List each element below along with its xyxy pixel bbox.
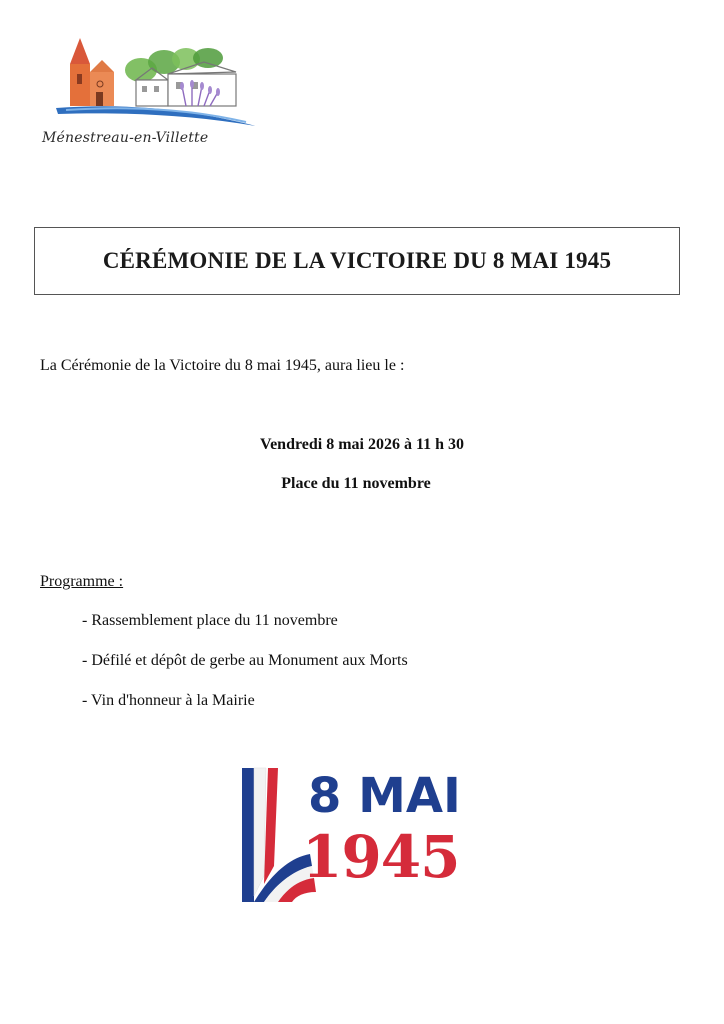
programme-heading: Programme : bbox=[40, 573, 124, 590]
programme-item: - Vin d'honneur à la Mairie bbox=[82, 692, 255, 709]
event-date: Vendredi 8 mai 2026 à 11 h 30 bbox=[259, 436, 465, 453]
commemoration-badge bbox=[240, 766, 462, 904]
page-title: CÉRÉMONIE DE LA VICTOIRE DU 8 MAI 1945 bbox=[102, 248, 612, 273]
programme-item: - Défilé et dépôt de gerbe au Monument aux Morts bbox=[82, 652, 408, 669]
town-logo bbox=[36, 34, 266, 154]
badge-line-1: 8 MAI bbox=[308, 768, 461, 824]
event-place: Place du 11 novembre bbox=[281, 475, 431, 492]
programme-item: - Rassemblement place du 11 novembre bbox=[82, 612, 338, 629]
title-box bbox=[34, 227, 680, 295]
badge-line-2: 1945 bbox=[302, 823, 460, 891]
intro-text: La Cérémonie de la Victoire du 8 mai 1945, aura lieu le : bbox=[40, 357, 405, 374]
town-name: Ménestreau-en-Villette bbox=[42, 130, 209, 146]
village-church-logo-icon bbox=[36, 34, 266, 134]
